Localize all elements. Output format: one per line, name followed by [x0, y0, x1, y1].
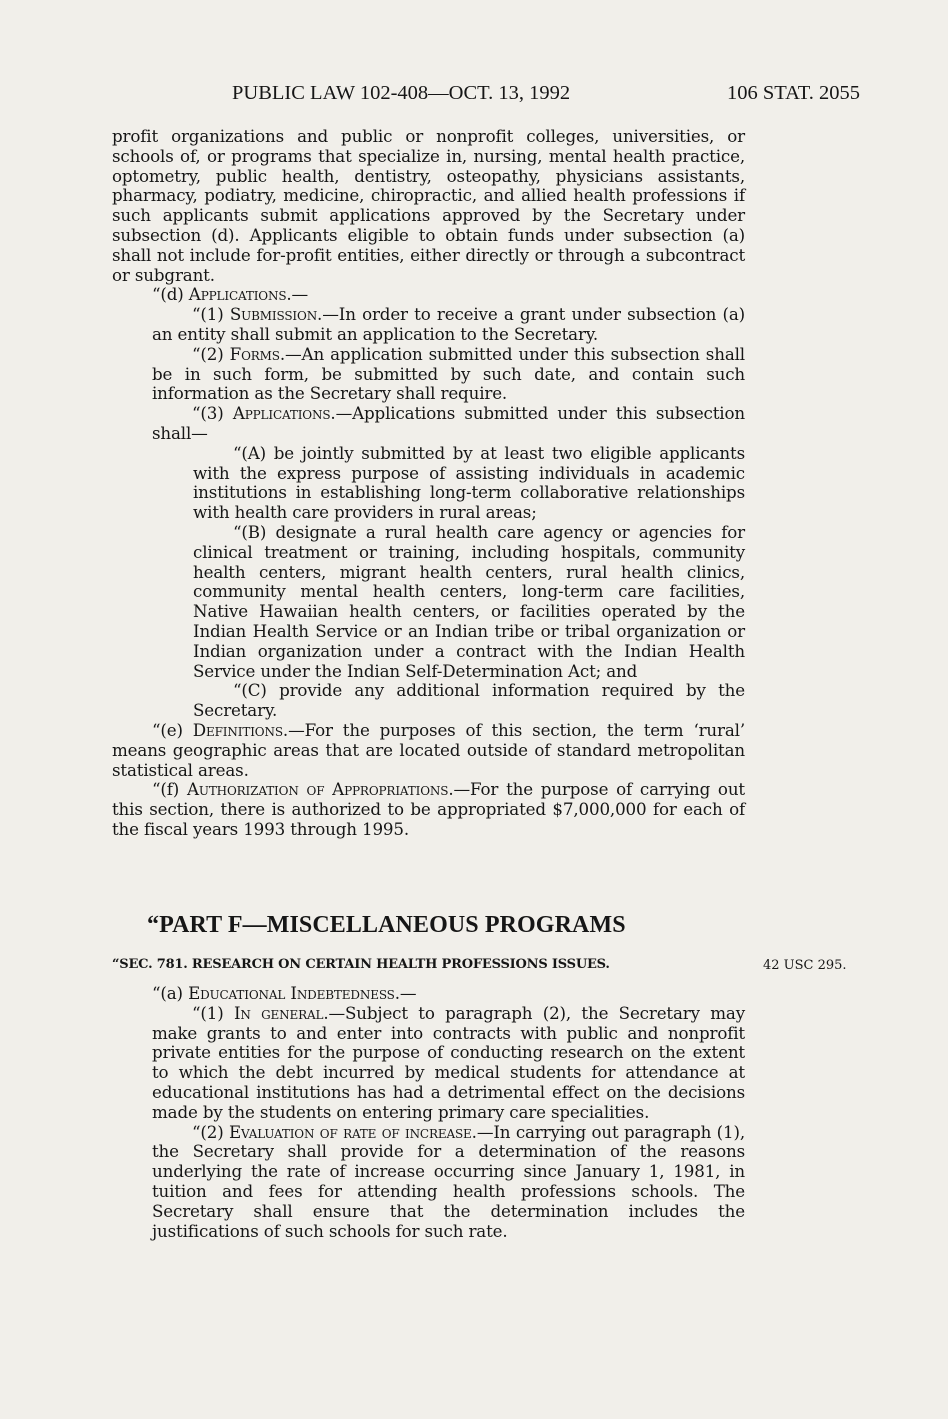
paragraph-d2-text: —An application submitted under this subsection shall be in such form, be submitted by such date, and contain such information as the Secretary shall require.	[152, 343, 745, 404]
paragraph-d3-title: Applications.	[232, 403, 336, 424]
subsection-a-prefix: “(a)	[152, 983, 189, 1003]
running-header-page-citation: 106 STAT. 2055	[727, 82, 860, 104]
paragraph-d1-prefix: “(1)	[192, 304, 230, 325]
subsection-d-heading	[112, 285, 745, 305]
paragraph-a1-prefix: “(1)	[192, 1002, 234, 1023]
subsection-a-title: Educational Indebtedness.—	[188, 983, 417, 1003]
subsection-e-title: Definitions.	[192, 719, 289, 740]
body-text-upper	[112, 127, 745, 840]
subsection-d-title: Applications.—	[188, 284, 309, 305]
subsection-f	[112, 780, 745, 839]
paragraph-d2-title: Forms.	[229, 343, 286, 364]
paragraph-a2-title: Evaluation of rate of increase.	[229, 1121, 477, 1142]
paragraph-continuation: profit organizations and public or nonprofit colleges, universities, or schools of, or programs that specialize in, nursing, mental health practice, optometry, public health, dentistry, osteopathy, physicians assistants, pharmacy, podiatry, medicine, chiropractic, and allied health professions if such applicants submit applications approved by the Secretary under subsection (d). Applicants eligible to obtain funds under subsection (a) shall not include for-profit entities, either directly or through a subcontract or subgrant.	[112, 126, 745, 285]
subparagraph-c: “(C) provide any additional information required by the Secretary.	[193, 680, 745, 721]
paragraph-a1-text: —Subject to paragraph (2), the Secretary may make grants to and enter into contracts with public and nonprofit private entities for the purpose of conducting research on the extent to which the debt incurred by medical students for attendance at educational institutions has had a detrimental effect on the decisions made by the students on entering primary care specialities.	[152, 1002, 746, 1122]
paragraph-d3-text: —Applications submitted under this subsection shall—	[152, 403, 745, 443]
subsection-e	[112, 721, 745, 780]
running-header-title: PUBLIC LAW 102-408—OCT. 13, 1992	[232, 82, 571, 104]
subsection-f-text: —For the purpose of carrying out this section, there is authorized to be appropriated $7,000,000 for each of the fiscal years 1993 through 1995.	[112, 779, 745, 839]
paragraph-a1-title: In general.	[233, 1002, 329, 1023]
subsection-f-title: Authorization of Appropriations.	[186, 779, 454, 800]
paragraph-a2-prefix: “(2)	[192, 1121, 229, 1142]
subsection-e-text: —For the purposes of this section, the term ‘rural’ means geographic areas that are located outside of standard metropolitan statistical areas.	[112, 719, 745, 780]
paragraph-d3-prefix: “(3)	[192, 403, 233, 424]
section-heading: “SEC. 781. RESEARCH ON CERTAIN HEALTH PROFESSIONS ISSUES.	[112, 957, 610, 972]
part-heading: “PART F—MISCELLANEOUS PROGRAMS	[147, 912, 626, 938]
paragraph-d1-text: —In order to receive a grant under subsection (a) an entity shall submit an application to the Secretary.	[152, 304, 745, 344]
paragraph-d3	[112, 404, 745, 444]
subparagraph-a: “(A) be jointly submitted by at least two eligible applicants with the express purpose of assisting individuals in academic institutions in establishing long-term collaborative relationships with health care providers in rural areas;	[193, 442, 745, 523]
subsection-d-prefix: “(d)	[152, 284, 189, 305]
paragraph-d2	[112, 345, 745, 404]
subsection-f-prefix: “(f)	[152, 779, 187, 800]
paragraph-a1	[112, 1004, 745, 1123]
margin-citation-note: 42 USC 295.	[763, 958, 847, 973]
paragraph-d1	[112, 305, 745, 345]
paragraph-a2-text: —In carrying out paragraph (1), the Secretary shall provide for a determination of the reasons underlying the rate of increase occurring since January 1, 1981, in tuition and fees for attending health professions schools. The Secretary shall ensure that the determination includes the justifications of such schools for such rate.	[152, 1121, 745, 1241]
paragraph-a2	[112, 1123, 745, 1242]
body-text-lower	[112, 984, 745, 1241]
subparagraph-b: “(B) designate a rural health care agency or agencies for clinical treatment or training, including hospitals, community health centers, migrant health centers, rural health clinics, community mental health centers, long-term care facilities, Native Hawaiian health centers, or facilities operated by the Indian Health Service or an Indian tribe or tribal organization or Indian organization under a contract with the Indian Health Service under the Indian Self-Determination Act; and	[193, 521, 745, 681]
paragraph-d2-prefix: “(2)	[192, 343, 230, 364]
subsection-e-prefix: “(e)	[152, 719, 193, 740]
subsection-a-heading	[112, 984, 745, 1004]
paragraph-d1-title: Submission.	[229, 304, 323, 325]
